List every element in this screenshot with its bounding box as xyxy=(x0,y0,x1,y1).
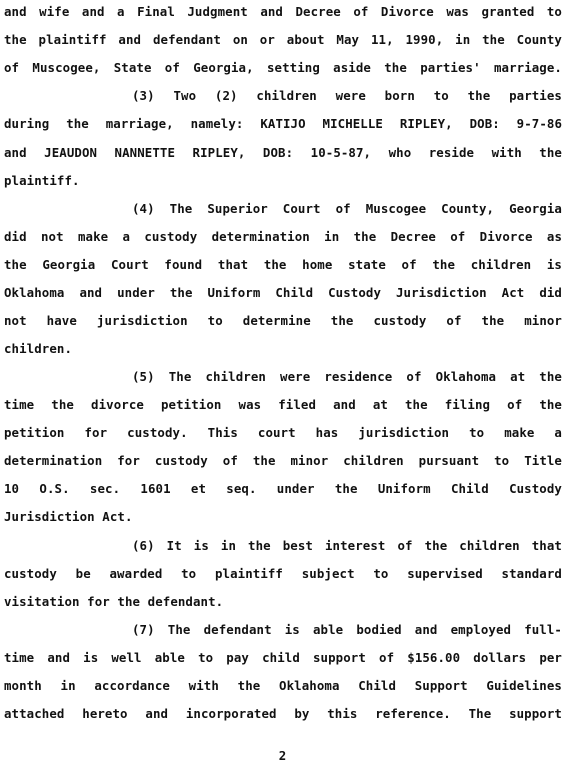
text-line-21: custody be awarded to plaintiff subject to supervised standard xyxy=(4,566,562,581)
text-line-13: children. xyxy=(4,341,73,356)
text-line-25: month in accordance with the Oklahoma Child Support Guidelines xyxy=(4,678,562,693)
text-line-12: not have jurisdiction to determine the custody of the minor xyxy=(4,313,562,328)
text-line-17: determination for custody of the minor children pursuant to Title xyxy=(4,453,562,468)
text-line-3: of Muscogee, State of Georgia, setting aside the parties' marriage. xyxy=(4,60,562,75)
paragraph-4-heading-line: (4) The Superior Court of Muscogee County, Georgia xyxy=(132,201,562,216)
paragraph-7-heading-line: (7) The defendant is able bodied and employed full- xyxy=(132,622,562,637)
text-line-19: Jurisdiction Act. xyxy=(4,509,133,524)
paragraph-6-heading-line: (6) It is in the best interest of the children that xyxy=(132,538,562,553)
text-line-6: and JEAUDON NANNETTE RIPLEY, DOB: 10-5-87, who reside with the xyxy=(4,145,562,160)
text-line-18: 10 O.S. sec. 1601 et seq. under the Uniform Child Custody xyxy=(4,481,562,496)
text-line-11: Oklahoma and under the Uniform Child Custody Jurisdiction Act did xyxy=(4,285,562,300)
text-line-24: time and is well able to pay child support of $156.00 dollars per xyxy=(4,650,562,665)
text-line-1: and wife and a Final Judgment and Decree of Divorce was granted to xyxy=(4,4,562,19)
text-line-26: attached hereto and incorporated by this reference. The support xyxy=(4,706,562,721)
paragraph-3-heading-line: (3) Two (2) children were born to the parties xyxy=(132,88,562,103)
text-line-5: during the marriage, namely: KATIJO MICHELLE RIPLEY, DOB: 9-7-86 xyxy=(4,116,562,131)
text-line-9: did not make a custody determination in the Decree of Divorce as xyxy=(4,229,562,244)
text-line-15: time the divorce petition was filed and at the filing of the xyxy=(4,397,562,412)
text-line-10: the Georgia Court found that the home state of the children is xyxy=(4,257,562,272)
page-number: 2 xyxy=(278,748,287,763)
paragraph-5-heading-line: (5) The children were residence of Oklahoma at the xyxy=(132,369,562,384)
text-line-7: plaintiff. xyxy=(4,173,80,188)
text-line-16: petition for custody. This court has jurisdiction to make a xyxy=(4,425,562,440)
text-line-2: the plaintiff and defendant on or about May 11, 1990, in the County xyxy=(4,32,562,47)
text-line-22: visitation for the defendant. xyxy=(4,594,224,609)
